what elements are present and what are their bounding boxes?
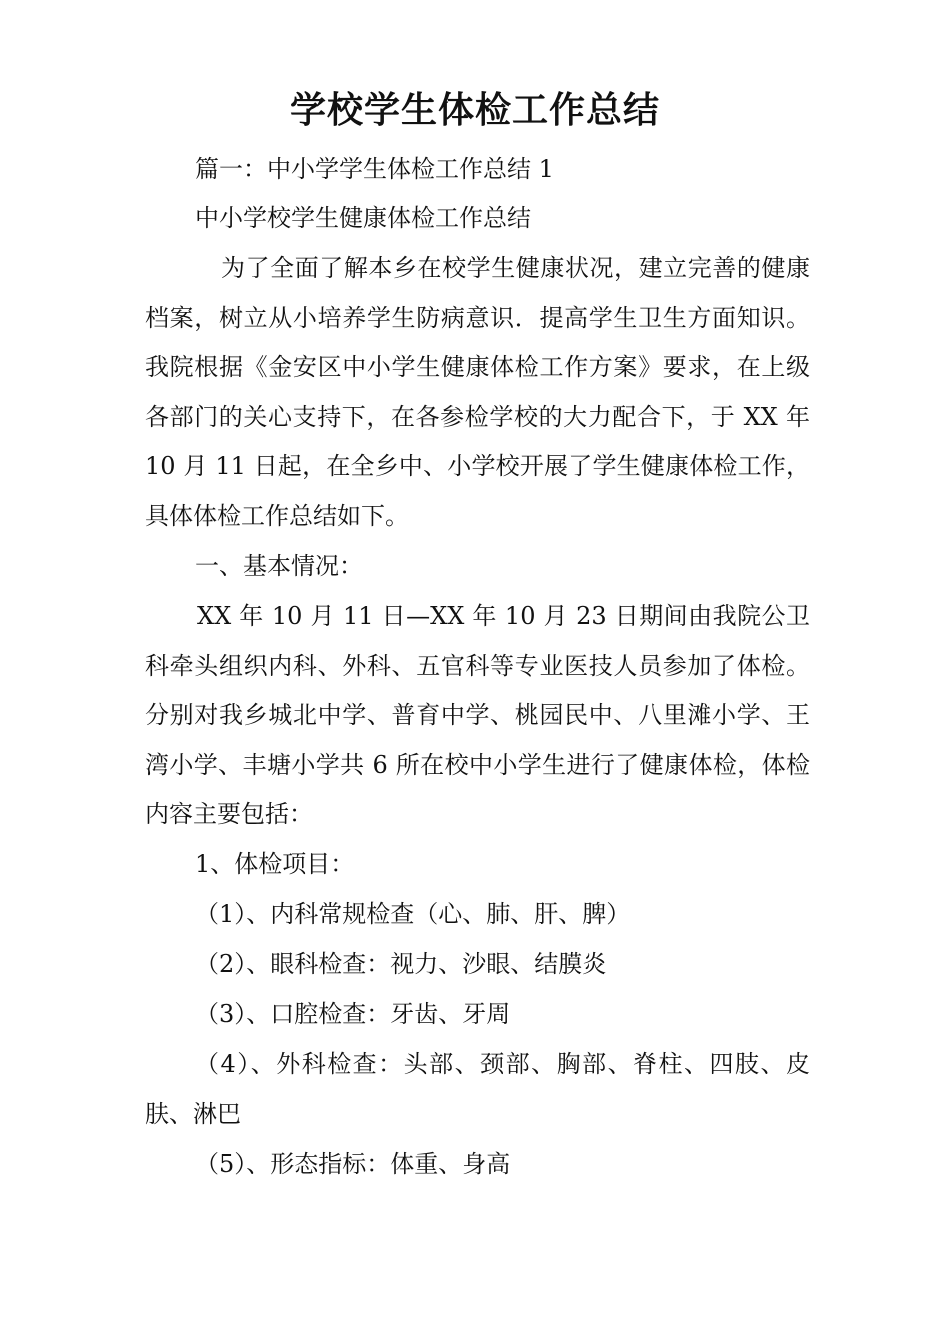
exam-items-heading: 1、体检项目：	[195, 850, 355, 878]
subtitle-article-one: 篇一：中小学学生体检工作总结 1	[195, 155, 554, 183]
exam-item-surgical: （4）、外科检查：头部、颈部、胸部、脊柱、四肢、皮肤、淋巴	[145, 1050, 810, 1128]
exam-item-oral: （3）、口腔检查：牙齿、牙周	[195, 1000, 511, 1028]
exam-item-internal: （1）、内科常规检查（心、肺、肝、脾）	[195, 900, 631, 928]
subtitle-report-name: 中小学校学生健康体检工作总结	[195, 204, 531, 232]
document-title: 学校学生体检工作总结	[289, 90, 660, 131]
intro-paragraph: 为了全面了解本乡在校学生健康状况，建立完善的健康档案，树立从小培养学生防病意识．提高学生卫生方面知识。我院根据《金安区中小学生健康体检工作方案》要求，在上级各部门的关心支持下，在各参检学校的大力配合下，于 XX 年 10 月 11 日起，在全乡中、小学校开展了学生健康体检工作，具体体检工作总结如下。	[145, 254, 810, 530]
exam-item-morphology: （5）、形态指标：体重、身高	[195, 1150, 511, 1178]
section-basic-heading: 一、基本情况：	[195, 552, 363, 580]
basic-situation-paragraph: XX 年 10 月 11 日—XX 年 10 月 23 日期间由我院公卫科牵头组织内科、外科、五官科等专业医技人员参加了体检。分别对我乡城北中学、普育中学、桃园民中、八里滩小学、王湾小学、丰塘小学共 6 所在校中小学生进行了健康体检，体检内容主要包括：	[145, 602, 810, 828]
exam-item-eye: （2）、眼科检查：视力、沙眼、结膜炎	[195, 950, 607, 978]
